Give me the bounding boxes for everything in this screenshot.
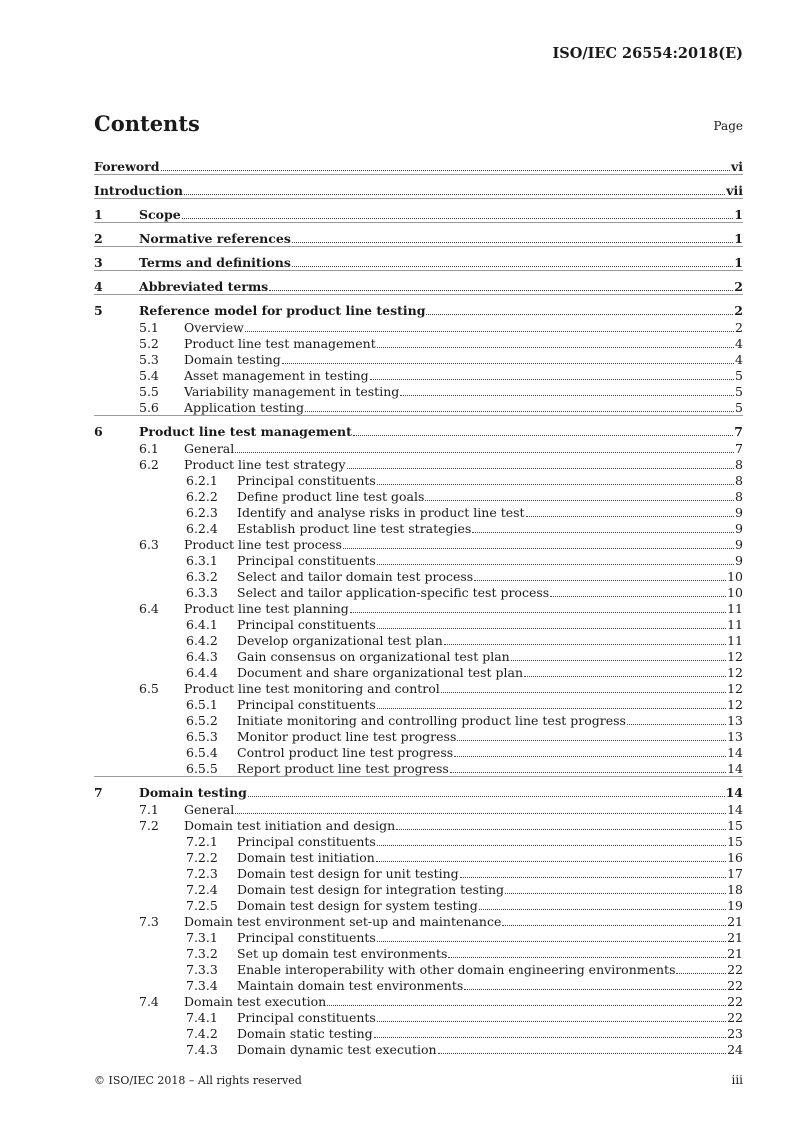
toc-entry-title[interactable]: Asset management in testing <box>184 367 369 383</box>
toc-entry-page: vi <box>730 158 743 174</box>
toc-entry-title[interactable]: Foreword <box>94 158 160 174</box>
toc-entry-page: 22 <box>727 977 743 993</box>
toc-entry-page: 23 <box>727 1025 743 1041</box>
toc-entry[interactable] <box>94 865 743 881</box>
toc-entry[interactable] <box>94 472 743 488</box>
toc-entry[interactable] <box>94 351 743 367</box>
dot-leader <box>292 266 733 267</box>
toc-entry-number: 5.1 <box>139 319 159 335</box>
toc-entry[interactable] <box>94 664 743 680</box>
toc-entry-number: 1 <box>94 206 103 222</box>
toc-entry-page: 21 <box>727 929 743 945</box>
toc-entry-title[interactable]: General <box>184 440 235 456</box>
toc-entry-title[interactable]: Product line test management <box>184 335 376 351</box>
toc-entry-page: 8 <box>735 488 743 504</box>
toc-entry[interactable] <box>94 488 743 504</box>
contents-title: Contents <box>94 111 200 136</box>
toc-entry-number: 4 <box>94 278 103 294</box>
toc-entry[interactable] <box>94 776 743 800</box>
toc-entry-title[interactable]: Variability management in testing <box>184 383 400 399</box>
copyright-notice: © ISO/IEC 2018 – All rights reserved <box>94 1074 302 1087</box>
toc-entry[interactable] <box>94 319 743 335</box>
dot-leader <box>400 395 734 396</box>
dot-leader <box>460 877 726 878</box>
toc-entry-number: 6.5.1 <box>186 696 218 712</box>
dot-leader <box>161 170 730 171</box>
page-number: iii <box>731 1073 743 1087</box>
toc-entry-number: 7.4.3 <box>186 1041 218 1057</box>
toc-entry-title[interactable]: Control product line test progress <box>237 744 454 760</box>
toc-entry-title[interactable]: Introduction <box>94 182 184 198</box>
toc-entry-number: 7.4 <box>139 993 159 1009</box>
toc-entry[interactable] <box>94 680 743 696</box>
dot-leader <box>505 893 726 894</box>
toc-entry[interactable] <box>94 712 743 728</box>
toc-entry[interactable] <box>94 270 743 294</box>
toc-entry-number: 6.3.2 <box>186 568 218 584</box>
toc-entry-title[interactable]: Domain test design for system testing <box>237 897 478 913</box>
toc-entry-page: 22 <box>727 1009 743 1025</box>
dot-leader <box>464 989 726 990</box>
toc-entry[interactable] <box>94 367 743 383</box>
toc-entry-title[interactable]: Document and share organizational test plan <box>237 664 524 680</box>
toc-entry-title[interactable]: Principal constituents <box>237 1009 376 1025</box>
toc-entry-title[interactable]: Overview <box>184 319 244 335</box>
toc-entry-number: 6.5.4 <box>186 744 218 760</box>
toc-entry-title[interactable]: Principal constituents <box>237 929 376 945</box>
toc-entry-page: 21 <box>727 913 743 929</box>
toc-entry-page: 1 <box>734 206 743 222</box>
toc-entry[interactable] <box>94 849 743 865</box>
toc-entry-number: 6.5.3 <box>186 728 218 744</box>
dot-leader <box>479 909 726 910</box>
toc-entry-number: 6.3.3 <box>186 584 218 600</box>
dot-leader <box>245 331 734 332</box>
toc-entry-page: 19 <box>727 897 743 913</box>
toc-entry[interactable] <box>94 222 743 246</box>
dot-leader <box>474 580 726 581</box>
dot-leader <box>377 628 726 629</box>
toc-entry[interactable] <box>94 817 743 833</box>
toc-entry-title[interactable]: Product line test process <box>184 536 342 552</box>
toc-entry-title[interactable]: Product line test management <box>139 423 352 439</box>
dot-leader <box>450 772 726 773</box>
toc-entry-number: 6.4.4 <box>186 664 218 680</box>
toc-entry-title[interactable]: Gain consensus on organizational test plan <box>237 648 510 664</box>
toc-entry-number: 7.2.5 <box>186 897 218 913</box>
dot-leader <box>235 452 734 453</box>
toc-entry-page: 17 <box>727 865 743 881</box>
toc-entry-page: 1 <box>734 230 743 246</box>
toc-entry-number: 7 <box>94 784 103 800</box>
dot-leader <box>305 411 734 412</box>
toc-entry[interactable] <box>94 600 743 616</box>
dot-leader <box>524 676 726 677</box>
toc-entry[interactable] <box>94 294 743 318</box>
dot-leader <box>472 532 734 533</box>
toc-entry-page: 15 <box>727 833 743 849</box>
toc-entry-number: 7.2 <box>139 817 159 833</box>
dot-leader <box>347 468 734 469</box>
toc-entry-number: 7.2.1 <box>186 833 218 849</box>
toc-entry-title[interactable]: Enable interoperability with other domain engineering environments <box>237 961 676 977</box>
toc-entry-number: 5.4 <box>139 367 159 383</box>
toc-entry-title[interactable]: Principal constituents <box>237 472 376 488</box>
toc-entry-number: 2 <box>94 230 103 246</box>
toc-entry-title[interactable]: Terms and definitions <box>139 254 291 270</box>
toc-entry[interactable] <box>94 632 743 648</box>
toc-entry[interactable] <box>94 801 743 817</box>
toc-entry[interactable] <box>94 174 743 198</box>
toc-entry-page: 2 <box>735 319 743 335</box>
toc-entry-page: 2 <box>734 302 743 318</box>
toc-entry-title[interactable]: Domain dynamic test execution <box>237 1041 437 1057</box>
toc-entry[interactable] <box>94 760 743 776</box>
toc-entry-title[interactable]: Product line test monitoring and control <box>184 680 440 696</box>
toc-entry-title[interactable]: Principal constituents <box>237 616 376 632</box>
toc-entry-title[interactable]: Develop organizational test plan <box>237 632 443 648</box>
dot-leader <box>448 957 726 958</box>
dot-leader <box>184 194 725 195</box>
toc-entry[interactable] <box>94 744 743 760</box>
dot-leader <box>292 242 733 243</box>
toc-entry-number: 7.1 <box>139 801 159 817</box>
toc-entry-title[interactable]: Product line test planning <box>184 600 349 616</box>
toc-entry[interactable] <box>94 415 743 439</box>
dot-leader <box>377 1021 726 1022</box>
toc-entry-number: 7.4.2 <box>186 1025 218 1041</box>
toc-entry[interactable] <box>94 1041 743 1057</box>
toc-entry-page: 5 <box>735 383 743 399</box>
toc-entry[interactable] <box>94 961 743 977</box>
toc-entry-number: 7.3.4 <box>186 977 218 993</box>
toc-entry-number: 7.2.2 <box>186 849 218 865</box>
toc-entry-page: 9 <box>735 536 743 552</box>
dot-leader <box>454 756 726 757</box>
toc-entry[interactable] <box>94 993 743 1009</box>
dot-leader <box>343 548 734 549</box>
toc-entry-title[interactable]: Normative references <box>139 230 291 246</box>
toc-entry[interactable] <box>94 520 743 536</box>
dot-leader <box>248 796 725 797</box>
toc-entry-number: 5.2 <box>139 335 159 351</box>
toc-entry-number: 6.5.2 <box>186 712 218 728</box>
toc-entry-title[interactable]: Domain test initiation <box>237 849 375 865</box>
toc-entry-number: 6.4 <box>139 600 159 616</box>
toc-entry-title[interactable]: Identify and analyse risks in product line test <box>237 504 525 520</box>
toc-entry-page: 4 <box>735 351 743 367</box>
toc-entry-page: 16 <box>727 849 743 865</box>
toc-entry-page: 11 <box>727 600 743 616</box>
toc-entry-title[interactable]: Set up domain test environments <box>237 945 448 961</box>
dot-leader <box>353 435 733 436</box>
toc-entry-page: 22 <box>727 993 743 1009</box>
toc-entry-title[interactable]: Principal constituents <box>237 696 376 712</box>
dot-leader <box>269 290 733 291</box>
dot-leader <box>327 1005 726 1006</box>
toc-entry-number: 5.5 <box>139 383 159 399</box>
toc-entry-page: 12 <box>727 664 743 680</box>
toc-entry-page: 10 <box>727 568 743 584</box>
toc-entry-page: 9 <box>735 520 743 536</box>
toc-entry[interactable] <box>94 913 743 929</box>
toc-entry-page: 18 <box>727 881 743 897</box>
toc-entry-title[interactable]: Product line test strategy <box>184 456 346 472</box>
toc-entry-title[interactable]: Domain static testing <box>237 1025 373 1041</box>
toc-entry[interactable] <box>94 616 743 632</box>
toc-entry-number: 7.3 <box>139 913 159 929</box>
toc-entry-number: 7.3.3 <box>186 961 218 977</box>
dot-leader <box>526 516 734 517</box>
toc-entry-title[interactable]: Domain test design for integration testing <box>237 881 505 897</box>
toc-entry-page: 14 <box>727 801 743 817</box>
toc-entry-number: 6.2.3 <box>186 504 218 520</box>
dot-leader <box>235 813 726 814</box>
dot-leader <box>511 660 726 661</box>
toc-entry-number: 6.2 <box>139 456 159 472</box>
toc-entry[interactable] <box>94 552 743 568</box>
toc-entry-number: 6.3.1 <box>186 552 218 568</box>
toc-entry[interactable] <box>94 977 743 993</box>
toc-entry-page: 11 <box>727 616 743 632</box>
page-column-label: Page <box>713 119 743 133</box>
toc-entry-page: 11 <box>727 632 743 648</box>
toc-entry-number: 7.3.2 <box>186 945 218 961</box>
toc-entry[interactable] <box>94 440 743 456</box>
dot-leader <box>425 500 734 501</box>
toc-entry-number: 6.2.4 <box>186 520 218 536</box>
dot-leader <box>370 379 734 380</box>
toc-entry[interactable] <box>94 504 743 520</box>
toc-entry-title[interactable]: Domain test initiation and design <box>184 817 396 833</box>
toc-entry[interactable] <box>94 945 743 961</box>
toc-entry-page: 10 <box>727 584 743 600</box>
document-id: ISO/IEC 26554:2018(E) <box>552 45 743 62</box>
toc-entry-number: 5.3 <box>139 351 159 367</box>
toc-entry-number: 7.4.1 <box>186 1009 218 1025</box>
toc-entry-title[interactable]: Domain test environment set-up and maintenance <box>184 913 502 929</box>
toc-entry[interactable] <box>94 897 743 913</box>
toc-entry[interactable] <box>94 1025 743 1041</box>
toc-entry-title[interactable]: Select and tailor domain test process <box>237 568 474 584</box>
toc-entry-page: 7 <box>735 440 743 456</box>
toc-entry[interactable] <box>94 1009 743 1025</box>
toc-entry-page: vii <box>726 182 743 198</box>
toc-entry[interactable] <box>94 456 743 472</box>
toc-entry-page: 14 <box>725 784 743 800</box>
toc-entry-number: 7.2.4 <box>186 881 218 897</box>
toc-entry-title[interactable]: Scope <box>139 206 181 222</box>
toc-entry-page: 13 <box>727 728 743 744</box>
dot-leader <box>396 829 726 830</box>
toc-entry-page: 14 <box>727 744 743 760</box>
toc-entry-page: 4 <box>735 335 743 351</box>
toc-entry-title[interactable]: General <box>184 801 235 817</box>
dot-leader <box>550 596 726 597</box>
dot-leader <box>502 925 726 926</box>
toc-entry-title[interactable]: Principal constituents <box>237 833 376 849</box>
dot-leader <box>441 692 726 693</box>
dot-leader <box>627 724 726 725</box>
toc-entry-page: 1 <box>734 254 743 270</box>
toc-entry-page: 13 <box>727 712 743 728</box>
toc-entry[interactable] <box>94 833 743 849</box>
toc-entry-title[interactable]: Define product line test goals <box>237 488 425 504</box>
dot-leader <box>676 973 726 974</box>
table-of-contents <box>94 150 743 1057</box>
toc-entry-title[interactable]: Establish product line test strategies <box>237 520 472 536</box>
toc-entry-number: 3 <box>94 254 103 270</box>
toc-entry-page: 12 <box>727 648 743 664</box>
toc-entry[interactable] <box>94 696 743 712</box>
toc-entry-number: 7.3.1 <box>186 929 218 945</box>
toc-entry-number: 6.3 <box>139 536 159 552</box>
toc-entry-number: 6.2.1 <box>186 472 218 488</box>
dot-leader <box>376 861 726 862</box>
toc-entry[interactable] <box>94 246 743 270</box>
toc-entry-title[interactable]: Monitor product line test progress <box>237 728 457 744</box>
toc-entry[interactable] <box>94 150 743 174</box>
dot-leader <box>377 708 726 709</box>
dot-leader <box>377 941 726 942</box>
toc-entry[interactable] <box>94 568 743 584</box>
toc-entry-page: 22 <box>727 961 743 977</box>
toc-entry-title[interactable]: Report product line test progress <box>237 760 449 776</box>
toc-entry-title[interactable]: Initiate monitoring and controlling product line test progress <box>237 712 626 728</box>
toc-entry-page: 7 <box>734 423 743 439</box>
toc-entry-title[interactable]: Abbreviated terms <box>139 278 269 294</box>
toc-entry[interactable] <box>94 536 743 552</box>
toc-entry-page: 21 <box>727 945 743 961</box>
dot-leader <box>457 740 726 741</box>
toc-entry-page: 9 <box>735 552 743 568</box>
toc-entry-page: 9 <box>735 504 743 520</box>
toc-entry-number: 6.4.2 <box>186 632 218 648</box>
toc-entry-page: 8 <box>735 456 743 472</box>
toc-entry-number: 6.1 <box>139 440 159 456</box>
toc-entry-number: 6 <box>94 423 103 439</box>
dot-leader <box>377 347 734 348</box>
dot-leader <box>350 612 726 613</box>
toc-entry-title[interactable]: Domain testing <box>184 351 281 367</box>
dot-leader <box>444 644 726 645</box>
dot-leader <box>377 845 726 846</box>
toc-entry[interactable] <box>94 584 743 600</box>
dot-leader <box>438 1053 727 1054</box>
toc-entry-number: 5.6 <box>139 399 159 415</box>
toc-entry[interactable] <box>94 383 743 399</box>
dot-leader <box>426 314 733 315</box>
toc-entry[interactable] <box>94 399 743 415</box>
toc-entry[interactable] <box>94 929 743 945</box>
toc-entry-page: 24 <box>727 1041 743 1057</box>
toc-entry-title[interactable]: Reference model for product line testing <box>139 302 426 318</box>
dot-leader <box>282 363 734 364</box>
toc-entry[interactable] <box>94 881 743 897</box>
dot-leader <box>377 564 734 565</box>
toc-entry-number: 5 <box>94 302 103 318</box>
toc-entry-page: 2 <box>734 278 743 294</box>
dot-leader <box>377 484 734 485</box>
toc-entry-number: 6.2.2 <box>186 488 218 504</box>
toc-entry-number: 6.4.3 <box>186 648 218 664</box>
toc-entry-page: 12 <box>727 680 743 696</box>
toc-entry-page: 8 <box>735 472 743 488</box>
toc-entry-number: 6.5 <box>139 680 159 696</box>
toc-entry-page: 12 <box>727 696 743 712</box>
toc-entry-page: 5 <box>735 399 743 415</box>
toc-entry-title[interactable]: Domain testing <box>139 784 247 800</box>
toc-entry-title[interactable]: Domain test execution <box>184 993 327 1009</box>
toc-entry-title[interactable]: Principal constituents <box>237 552 376 568</box>
toc-entry-page: 5 <box>735 367 743 383</box>
toc-entry-page: 14 <box>727 760 743 776</box>
dot-leader <box>182 218 734 219</box>
toc-entry-title[interactable]: Select and tailor application-specific test process <box>237 584 550 600</box>
toc-entry-title[interactable]: Domain test design for unit testing <box>237 865 459 881</box>
toc-entry[interactable] <box>94 335 743 351</box>
toc-entry[interactable] <box>94 648 743 664</box>
toc-entry-title[interactable]: Maintain domain test environments <box>237 977 464 993</box>
toc-entry-title[interactable]: Application testing <box>184 399 304 415</box>
toc-entry[interactable] <box>94 728 743 744</box>
toc-entry-number: 7.2.3 <box>186 865 218 881</box>
toc-entry-number: 6.4.1 <box>186 616 218 632</box>
dot-leader <box>374 1037 726 1038</box>
toc-entry-number: 6.5.5 <box>186 760 218 776</box>
toc-entry-page: 15 <box>727 817 743 833</box>
toc-entry[interactable] <box>94 198 743 222</box>
